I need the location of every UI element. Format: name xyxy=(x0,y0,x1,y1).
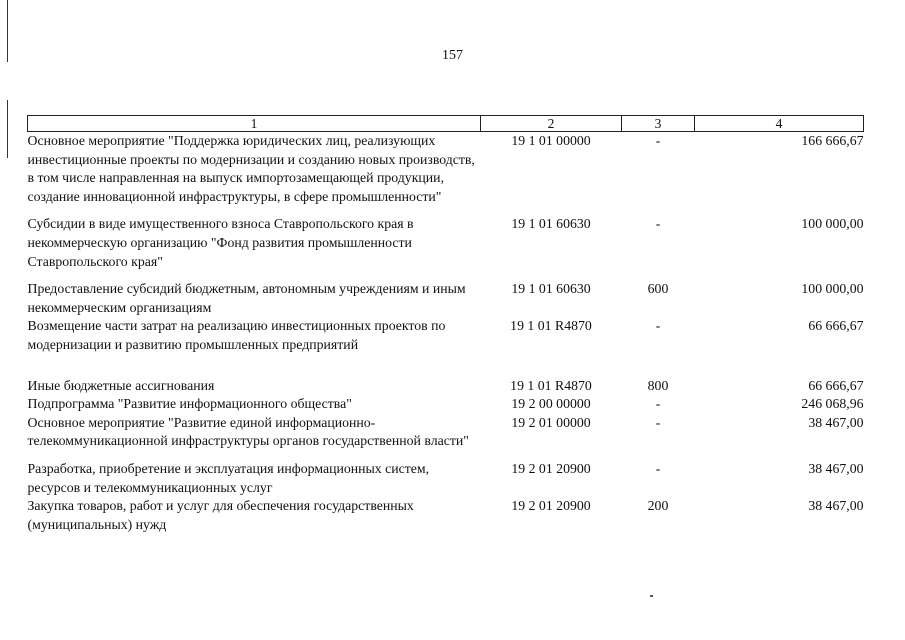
table-row xyxy=(28,460,864,497)
table-row xyxy=(28,414,864,460)
row-amount: 100 000,00 xyxy=(801,281,864,297)
row-amount: 166 666,67 xyxy=(801,133,864,148)
row-code: 19 2 00 00000 xyxy=(511,396,591,412)
row-kind: - xyxy=(655,460,661,476)
row-code: 19 1 01 60630 xyxy=(511,216,591,232)
page-number: 157 xyxy=(442,48,463,63)
table-row xyxy=(28,395,864,414)
row-code: 19 1 01 R4870 xyxy=(510,377,592,393)
row-amount: 100 000,00 xyxy=(801,216,864,232)
scan-margin-line-middle xyxy=(7,100,8,158)
row-amount: 66 666,67 xyxy=(808,377,864,393)
row-name: Разработка, приобретение и эксплуатация информационных систем, ресурсов и телекоммуникационных услуг xyxy=(27,460,430,495)
budget-table xyxy=(27,115,864,534)
table-row xyxy=(28,132,864,216)
table-row xyxy=(28,280,864,317)
row-name: Возмещение части затрат на реализацию инвестиционных проектов по модернизации и развитию промышленных предприятий xyxy=(27,318,446,352)
table-row xyxy=(28,497,864,534)
row-code: 19 2 01 20900 xyxy=(511,498,591,514)
row-name: Субсидии в виде имущественного взноса Ставропольского края в некоммерческую организацию "Фонд развития промышленности Ставропольского края" xyxy=(27,216,414,269)
row-amount: 38 467,00 xyxy=(808,414,864,430)
row-kind: - xyxy=(655,216,661,232)
scan-speck xyxy=(650,595,653,597)
row-amount: 66 666,67 xyxy=(808,318,864,334)
row-kind: - xyxy=(655,318,661,334)
row-name: Закупка товаров, работ и услуг для обеспечения государственных (муниципальных) нужд xyxy=(27,498,414,532)
table-body xyxy=(28,132,864,535)
row-amount: 38 467,00 xyxy=(808,498,864,514)
row-name: Предоставление субсидий бюджетным, автономным учреждениям и иным некоммерческим организациям xyxy=(27,281,466,315)
row-amount: 246 068,96 xyxy=(801,396,864,412)
column-header-2: 2 xyxy=(481,116,622,132)
row-name: Основное мероприятие "Развитие единой информационно-телекоммуникационной инфраструктуры органов государственной власти" xyxy=(27,414,469,449)
row-kind: - xyxy=(655,414,661,430)
row-name: Основное мероприятие "Поддержка юридических лиц, реализующих инвестиционные проекты по модернизации и созданию новых производств, в том числе направленная на выпуск импортозамещающей продукции, создание инновационной инфраструктуры, в сфере промышленности" xyxy=(27,133,475,204)
row-kind: - xyxy=(655,133,661,148)
row-kind: 800 xyxy=(647,377,669,393)
header-row xyxy=(28,116,864,132)
table-header xyxy=(28,116,864,132)
row-code: 19 1 01 00000 xyxy=(511,133,591,148)
table-row xyxy=(28,317,864,376)
row-amount: 38 467,00 xyxy=(808,460,864,476)
column-header-4: 4 xyxy=(695,116,864,132)
table-row xyxy=(28,377,864,396)
row-kind: - xyxy=(655,396,661,412)
column-header-1: 1 xyxy=(28,116,481,132)
row-code: 19 2 01 00000 xyxy=(511,414,591,430)
row-code: 19 1 01 60630 xyxy=(511,281,591,297)
row-kind: 600 xyxy=(647,281,669,297)
row-code: 19 2 01 20900 xyxy=(511,460,591,476)
row-kind: 200 xyxy=(647,498,669,514)
row-name: Подпрограмма "Развитие информационного общества" xyxy=(27,396,352,412)
table-row xyxy=(28,215,864,280)
column-header-3: 3 xyxy=(622,116,695,132)
row-code: 19 1 01 R4870 xyxy=(510,318,592,334)
row-name: Иные бюджетные ассигнования xyxy=(27,377,215,393)
